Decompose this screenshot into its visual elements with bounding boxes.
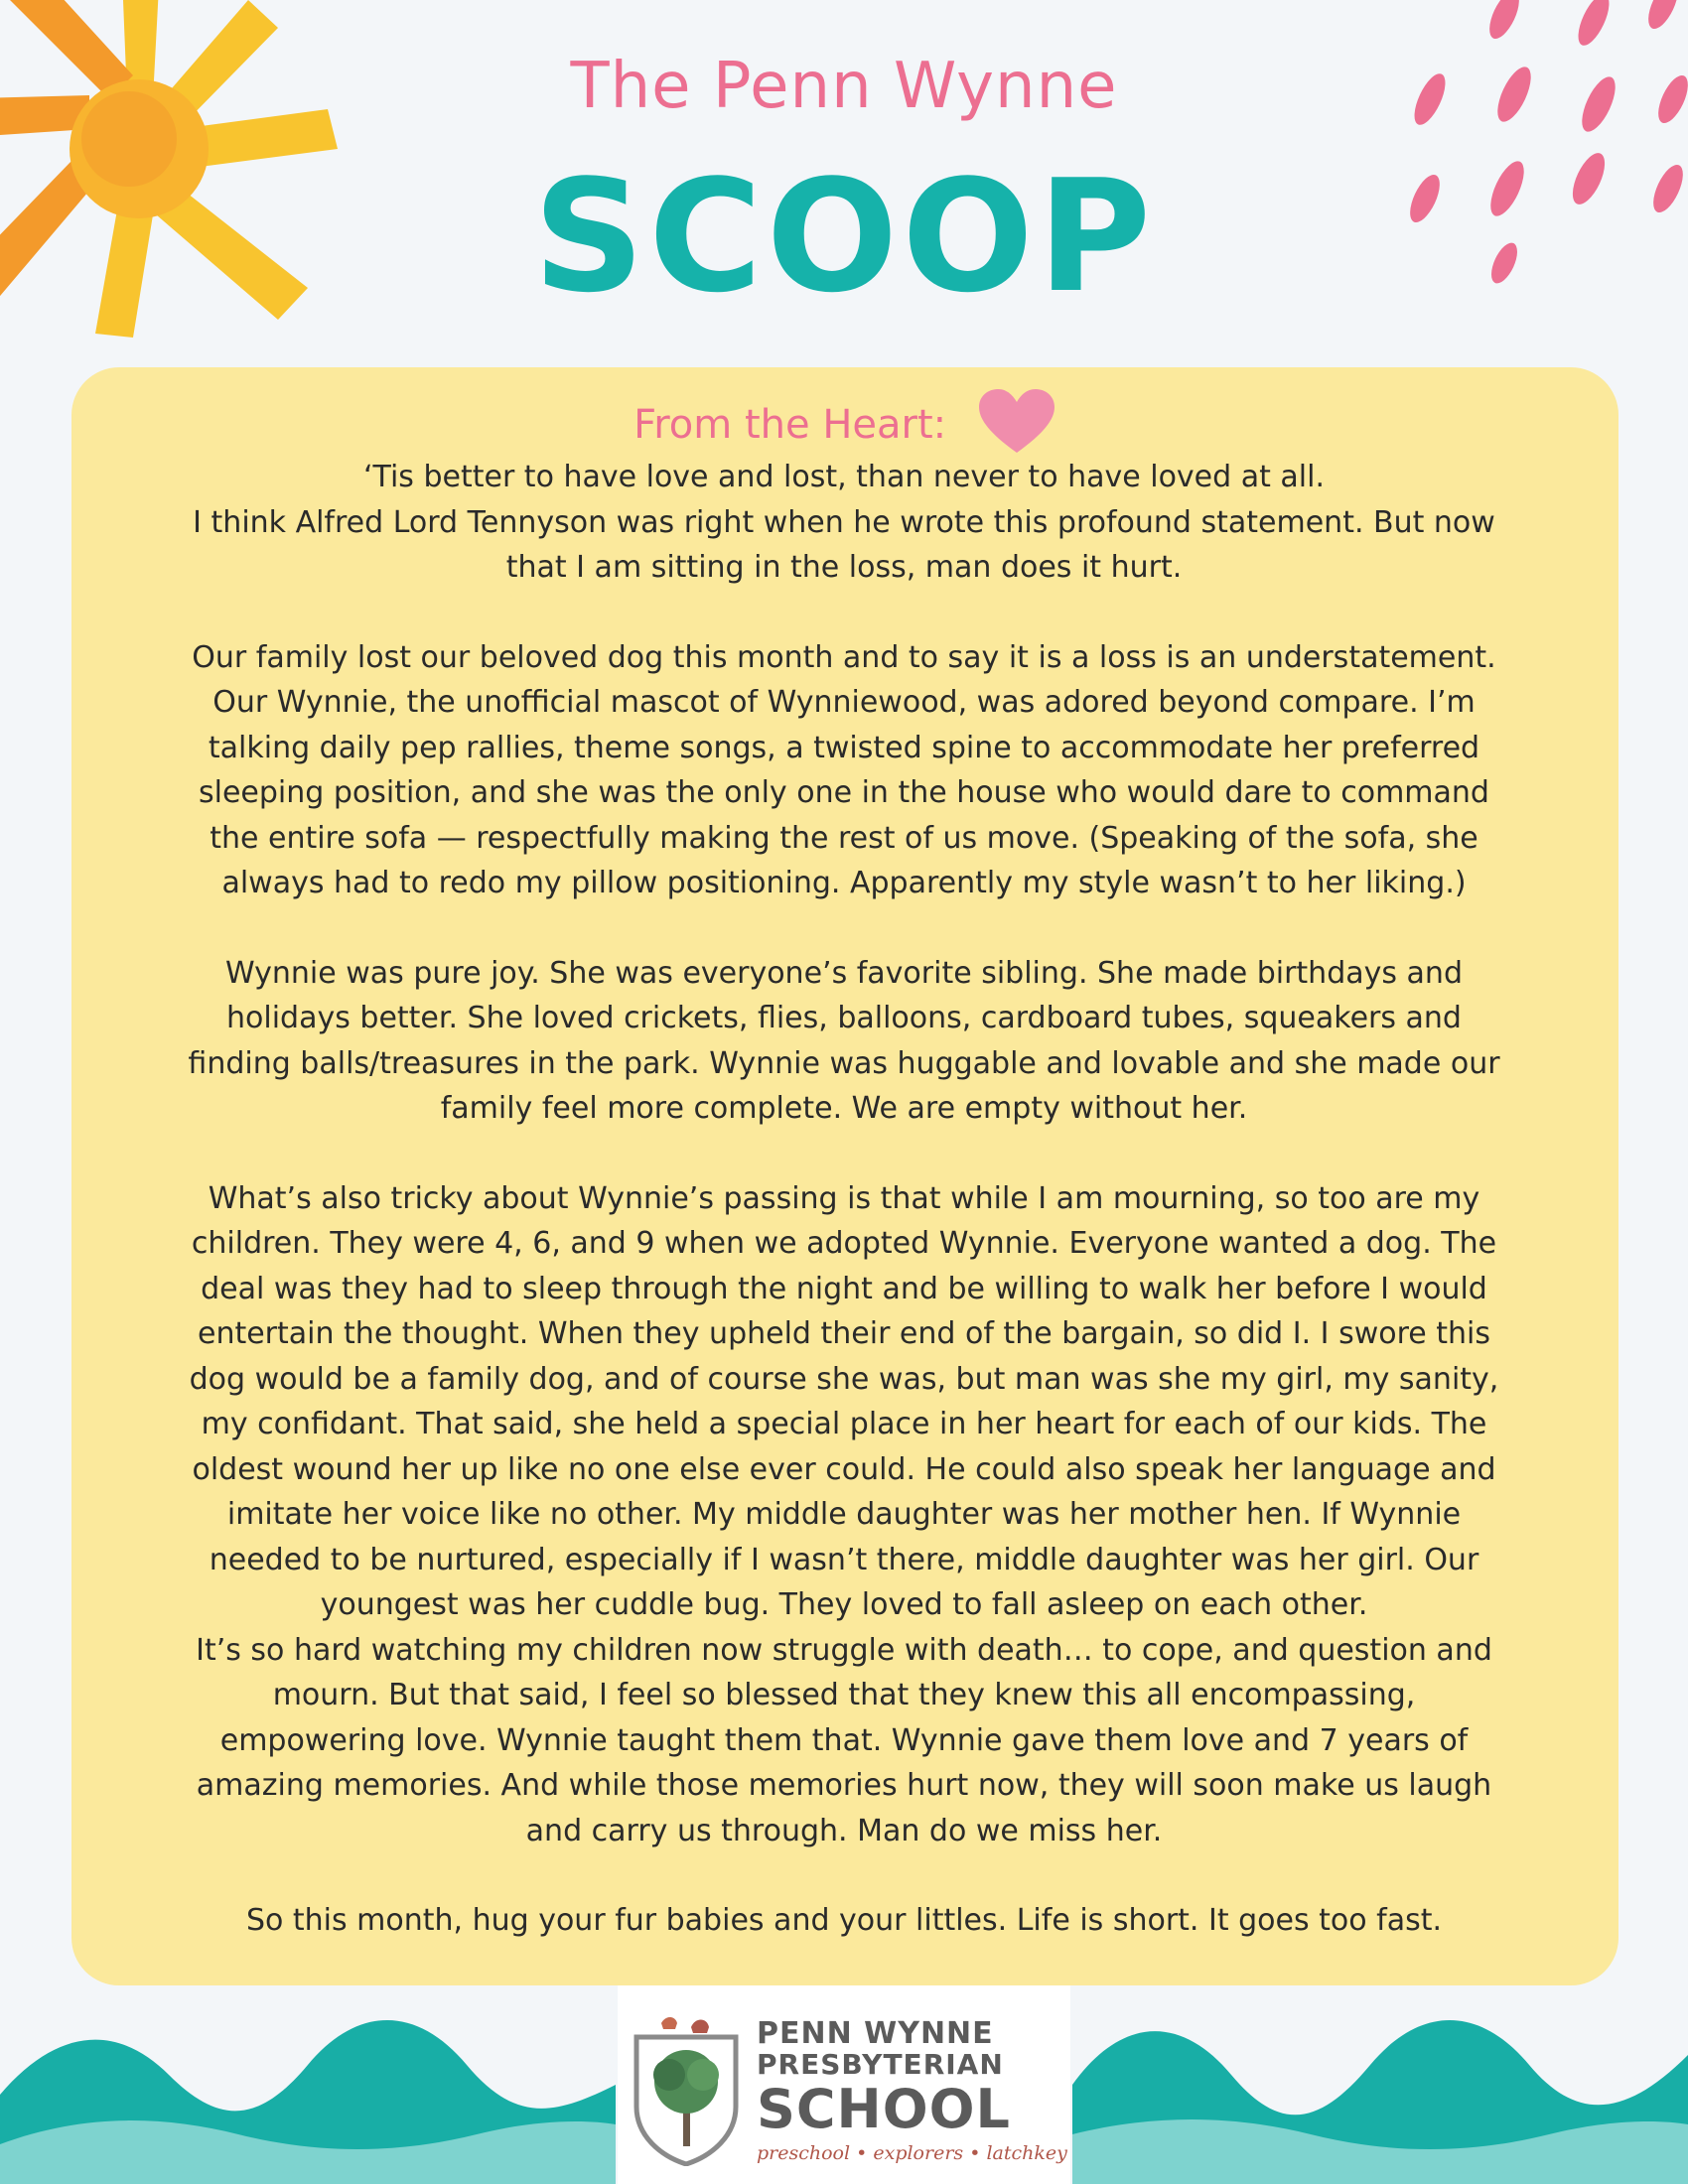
text-line: finding balls/treasures in the park. Wynnie was huggable and lovable and she made our [188,1045,1500,1081]
text-line: children. They were 4, 6, and 9 when we adopted Wynnie. Everyone wanted a dog. The [191,1226,1497,1261]
text-line: Our family lost our beloved dog this month and to say it is a loss is an understatement. [192,639,1496,675]
text-line: It’s so hard watching my children now struggle with death… to cope, and question and [196,1632,1492,1668]
text-line: entertain the thought. When they upheld their end of the bargain, so did I. I swore this [197,1316,1490,1351]
newsletter-title: SCOOP [532,146,1156,327]
text-line: talking daily pep rallies, theme songs, a twisted spine to accommodate her preferred [208,730,1480,765]
text-line: always had to redo my pillow positioning. Apparently my style wasn’t to her liking.) [221,866,1467,900]
article-body [119,455,1569,1944]
paragraph [119,1898,1569,1944]
text-line: mourn. But that said, I feel so blessed that they knew this all encompassing, [272,1678,1416,1712]
text-line: sleeping position, and she was the only one in the house who would dare to command [199,775,1489,810]
text-line: I think Alfred Lord Tennyson was right when he wrote this profound statement. But now [193,504,1495,540]
text-line: that I am sitting in the loss, man does it hurt. [505,550,1183,585]
text-line: needed to be nurtured, especially if I wasn’t there, middle daughter was her girl. Our [209,1542,1479,1577]
logo-line-1: PENN WYNNE [757,2016,994,2051]
paragraph [119,455,1569,591]
text-line: and carry us through. Man do we miss her. [525,1813,1163,1848]
text-line: family feel more complete. We are empty without her. [440,1091,1248,1126]
school-logo [618,1985,1070,2184]
heart-icon [979,389,1055,465]
logo-line-2: PRESBYTERIAN [757,2048,1004,2081]
text-line: youngest was her cuddle bug. They loved to fall asleep on each other. [320,1587,1368,1622]
text-line: ‘Tis better to have love and lost, than never to have loved at all. [363,460,1325,494]
text-line: my confidant. That said, she held a special place in her heart for each of our kids. The [201,1407,1487,1441]
text-line: the entire sofa — respectfully making the rest of us move. (Speaking of the sofa, she [210,820,1478,856]
text-line: So this month, hug your fur babies and your littles. Life is short. It goes too fast. [245,1903,1443,1938]
newsletter-subtitle: The Penn Wynne [570,50,1118,123]
text-line: holidays better. She loved crickets, flies, balloons, cardboard tubes, squeakers and [226,1001,1462,1035]
text-line: oldest wound her up like no one else ever could. He could also speak her language and [192,1451,1496,1487]
text-line: empowering love. Wynnie taught them that. Wynnie gave them love and 7 years of [219,1722,1469,1758]
article-heading: From the Heart: [633,402,947,448]
paragraph [119,635,1569,906]
paragraph [119,951,1569,1132]
logo-line-3: SCHOOL [757,2078,1011,2140]
text-line: Our Wynnie, the unofficial mascot of Wynniewood, was adored beyond compare. I’m [212,685,1476,720]
text-line: amazing memories. And while those memories hurt now, they will soon make us laugh [196,1768,1492,1803]
logo-tagline: preschool • explorers • latchkey [757,2142,1067,2164]
paragraph [119,1176,1569,1854]
text-line: deal was they had to sleep through the night and be willing to walk her before I would [201,1271,1487,1306]
text-line: dog would be a family dog, and of course she was, but man was she my girl, my sanity, [189,1361,1499,1397]
text-line: What’s also tricky about Wynnie’s passing is that while I am mourning, so too are my [208,1180,1480,1216]
tree-shield-icon [632,2007,741,2166]
text-line: Wynnie was pure joy. She was everyone’s favorite sibling. She made birthdays and [225,955,1463,991]
text-line: imitate her voice like no other. My middle daughter was her mother hen. If Wynnie [226,1497,1462,1532]
article-heading-row [0,389,1688,465]
